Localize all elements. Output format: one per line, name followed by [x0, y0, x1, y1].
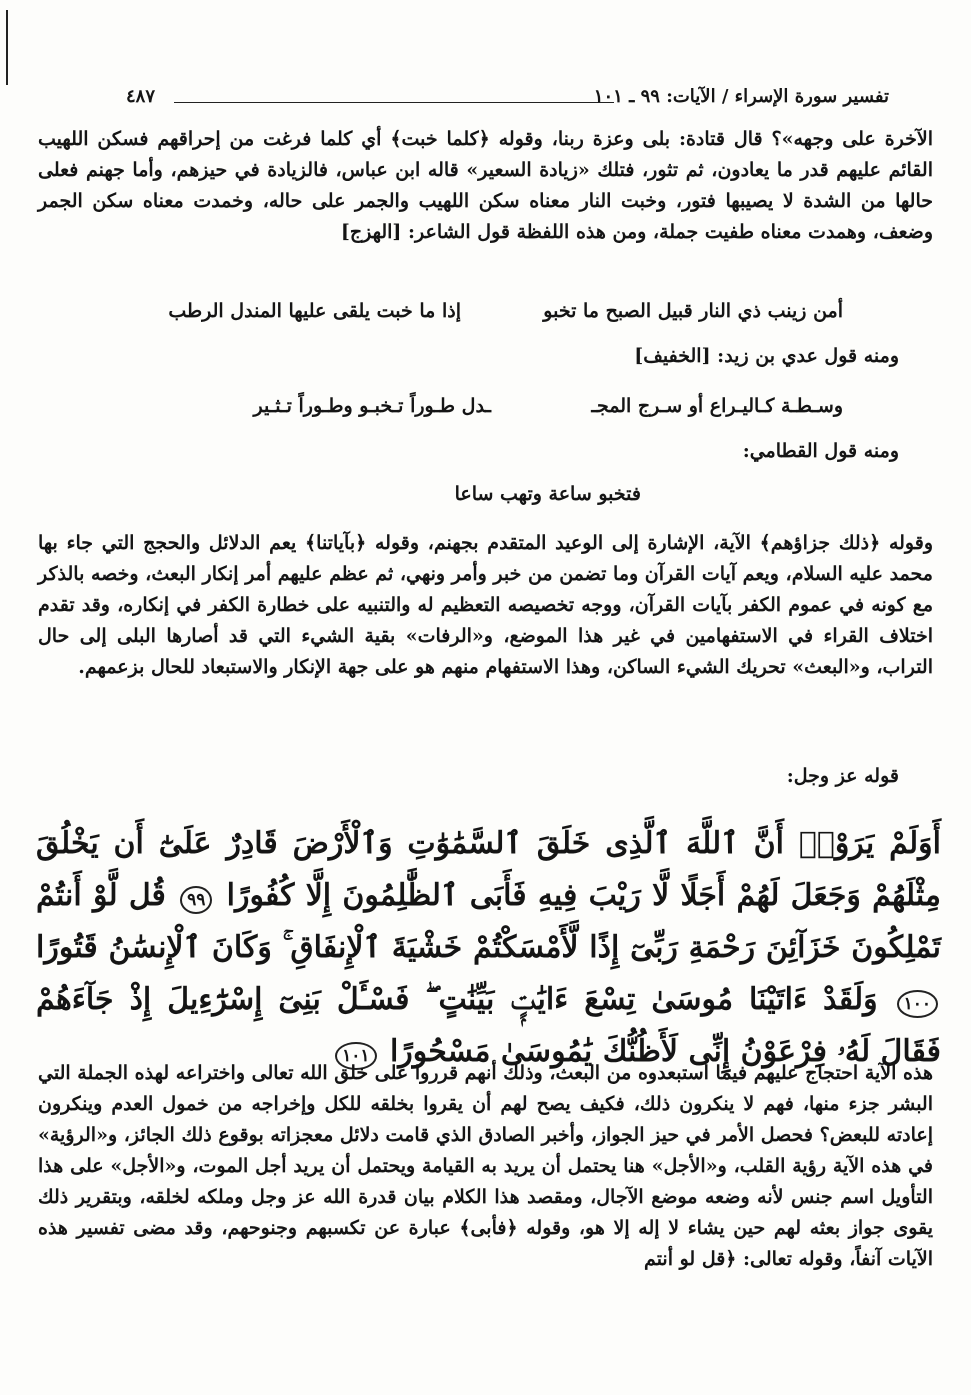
label-qawluhu: قوله عز وجل: — [786, 765, 899, 787]
header-rule — [174, 102, 614, 103]
paragraph-text: الآخرة على وجهه»؟ قال قتادة: بلى وعزة ربنا، وقوله ﴿كلما خبت﴾ أي كلما فرغت من إحراقهم فسكن اللهيب القائم عليهم قدر ما يعادون، ثم تثور، فتلك «زيادة السعير» قاله ابن عباس، فالزيادة في حيزهم، وأما جهنم فعلى حالها من الشدة لا يصيبها فتور، وخبت النار معناه سكن اللهيب والجمر على حاله، وخمدت معناه سكن الجمر وضعف، وهمدت معناه طفيت جملة، ومن هذه اللفظة قول الشاعر: [الهزج] — [38, 128, 933, 243]
page-number: ٤٨٧ — [126, 86, 156, 107]
quran-verse-100: قُل لَّوْ أَنتُمْ تَمْلِكُونَ خَزَآئِنَ رَحْمَةِ رَبِّىٓ إِذًا لَّأَمْسَكْتُمْ خَشْيَةَ ٱلْإِنفَاقِ ۚ وَكَانَ ٱلْإِنسَٰنُ قَتُورًا — [36, 878, 941, 965]
label-qutami: ومنه قول القطامي: — [742, 440, 899, 462]
running-header — [126, 86, 889, 116]
label-adi: ومنه قول عدي بن زيد: [الخفيف] — [634, 345, 899, 367]
ayah-number-100: ١٠٠ — [897, 990, 938, 1018]
verse-1-second-hemistich: إذا ما خبت يلقى عليها المندل الرطب — [168, 300, 461, 322]
verse-2-first-hemistich: وسـطـة كـاليـراع أو سـرج المجـ — [591, 395, 843, 417]
ayah-number-99: ٩٩ — [180, 886, 212, 914]
paragraph-commentary-3 — [38, 1058, 933, 1275]
quran-verses — [36, 818, 941, 1078]
paragraph-text: وقوله ﴿ذلك جزاؤهم﴾ الآية، الإشارة إلى الوعيد المتقدم بجهنم، وقوله ﴿بآياتنا﴾ يعم الدلائل والحجج التي جاء بها محمد عليه السلام، ويعم آيات القرآن وما تضمن من خبر وأمر ونهي، ثم عظم عليهم أمر إنكار البعث، وخصه بالذكر مع كونه في عموم الكفر بآيات القرآن، ووجه تخصيصه التعظيم له والتنبيه على خطارة الكفر في إنكاره، وقد تقدم اختلاف القراء في الاستفهامين في غير هذا الموضع، و«الرفات» بقية الشيء التي قد أصارها البلى إلى حال التراب، و«البعث» تحريك الشيء الساكن، وهذا الاستفهام منهم هو على جهة الإنكار والاستبعاد للحال بزعمهم. — [38, 532, 933, 678]
paragraph-commentary-1 — [38, 124, 933, 248]
quran-verse-101: وَلَقَدْ ءَاتَيْنَا مُوسَىٰ تِسْعَ ءَايَٰتٍۭ بَيِّنَٰتٍ ۖ فَسْـَٔلْ بَنِىٓ إِسْرَٰٓءِيلَ إِذْ جَآءَهُمْ فَقَالَ لَهُۥ فِرْعَوْنُ إِنِّى لَأَظُنُّكَ يَٰمُوسَىٰ مَسْحُورًا — [36, 982, 941, 1069]
verse-2-second-hemistich: ـدل طـوراً تـخبـو وطـوراً تـثـير — [253, 395, 491, 417]
verse-3: فتخبو ساعة وتهب ساعا — [454, 483, 641, 505]
paragraph-text: هذه الآية احتجاج عليهم فيما استبعدوه من البعث، وذلك أنهم قرروا على خلق الله تعالى واختراعه لهذه الجملة التي البشر جزء منها، فهم لا ينكرون ذلك، فكيف يصح لهم أن يقروا بخلقه للكل وإخراجه من خمول العدم وينكرون إعادته للبعض؟ فحصل الأمر في حيز الجواز، وأخبر الصادق الذي قامت دلائل معجزاته بوقوع ذلك الجائز، و«الرؤية» في هذه الآية رؤية القلب، و«الأجل» هنا يحتمل أن يريد به القيامة ويحتمل أن يريد أجل الموت، و«الأجل» على هذا التأويل اسم جنس لأنه وضعه موضع الآجال، ومقصد هذا الكلام بيان قدرة الله عز وجل وملكه لخلقه، وبتقرير ذلك يقوى جواز بعثه لهم حين يشاء لا إله إلا هو، وقوله ﴿فأبى﴾ عبارة عن تكسبهم وجنوحهم، وقد مضى تفسير هذه الآيات آنفاً، وقوله تعالى: ﴿قل لو أنتم — [38, 1062, 933, 1270]
header-title: تفسير سورة الإسراء / الآيات: ٩٩ ـ ١٠١ — [593, 86, 889, 107]
quran-verse-99: أَوَلَمْ يَرَوْا۟ أَنَّ ٱللَّهَ ٱلَّذِى خَلَقَ ٱلسَّمَٰوَٰتِ وَٱلْأَرْضَ قَادِرٌ عَلَىٰٓ أَن يَخْلُقَ مِثْلَهُمْ وَجَعَلَ لَهُمْ أَجَلًا لَّا رَيْبَ فِيهِ فَأَبَى ٱلظَّٰلِمُونَ إِلَّا كُفُورًا — [36, 826, 941, 913]
page-edge-mark — [6, 10, 8, 85]
verse-1-first-hemistich: أمن زينب ذي النار قبيل الصبح ما تخبو — [543, 300, 843, 322]
ayah-number-101: ١٠١ — [335, 1042, 376, 1070]
paragraph-commentary-2 — [38, 528, 933, 683]
